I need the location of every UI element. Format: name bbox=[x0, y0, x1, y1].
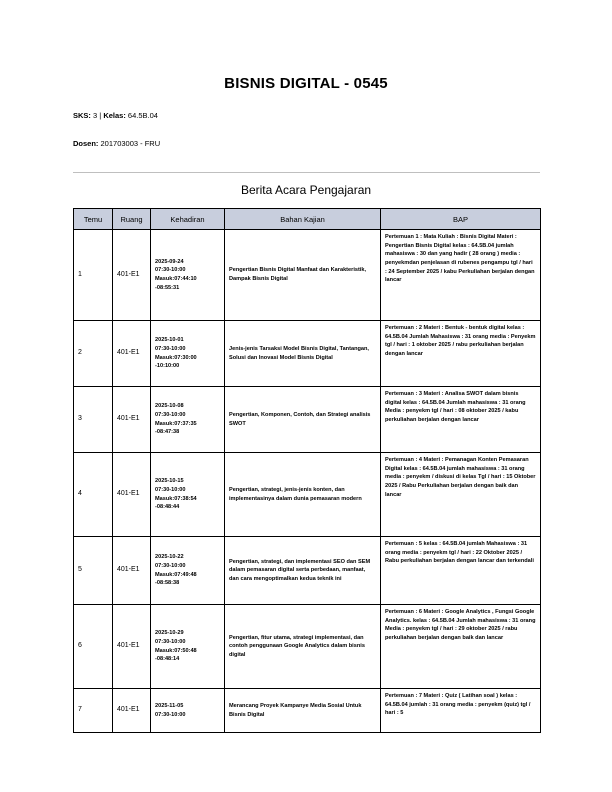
cell-bap: Pertemuan : 4 Materi : Pemanagan Konten Pemasaran Digital kelas : 64.5B.04 jumlah mahasiswa : 31 orang media : penyekm / diskusi di kelas Tgl / hari : 15 Oktober 2025 / Rabu Perkuliahan berjalan dengan baik dan lancar bbox=[381, 453, 541, 537]
lecturer-meta-line bbox=[73, 139, 160, 148]
teaching-log-table bbox=[73, 208, 541, 733]
kehadiran-keluar: -08:47:38 bbox=[155, 429, 180, 436]
col-header-ruang: Ruang bbox=[113, 209, 151, 230]
cell-ruang: 401-E1 bbox=[113, 230, 151, 321]
table-row bbox=[74, 689, 541, 733]
col-header-bap: BAP bbox=[381, 209, 541, 230]
cell-ruang: 401-E1 bbox=[113, 321, 151, 387]
sks-label: SKS: bbox=[73, 111, 91, 120]
kehadiran-masuk: Masuk:07:30:00 bbox=[155, 354, 197, 361]
cell-bahan-kajian: Pengertian Bisnis Digital Manfaat dan Karakteristik, Dampak Bisnis Digital bbox=[225, 230, 381, 321]
col-header-bahan-kajian: Bahan Kajian bbox=[225, 209, 381, 230]
cell-ruang: 401-E1 bbox=[113, 387, 151, 453]
table-row bbox=[74, 453, 541, 537]
dosen-label: Dosen: bbox=[73, 139, 99, 148]
sks-value: 3 | bbox=[93, 111, 104, 120]
cell-kehadiran bbox=[151, 537, 225, 605]
cell-bahan-kajian: Merancang Proyek Kampanye Media Sosial Untuk Bisnis Digital bbox=[225, 689, 381, 733]
table-row bbox=[74, 537, 541, 605]
page-title: BISNIS DIGITAL - 0545 bbox=[224, 75, 388, 92]
cell-kehadiran bbox=[151, 605, 225, 689]
cell-bahan-kajian: Pengertian, strategi, jenis-jenis konten, dan implementasinya dalam dunia pemasaran modern bbox=[225, 453, 381, 537]
kehadiran-keluar: -08:48:14 bbox=[155, 656, 180, 663]
kehadiran-masuk: Masuk:07:49:48 bbox=[155, 571, 197, 578]
cell-bap: Pertemuan : 6 Materi : Google Analytics , Fungsi Google Analytics. kelas : 64.5B.04 Jumlah mahasiswa : 31 orang Media : penyekm tgl / hari : 29 oktober 2025 / rabu perkuliahan berjalan dengan baik dan lancar bbox=[381, 605, 541, 689]
cell-bap: Pertemuan : 5 kelas : 64.5B.04 jumlah Mahasiswa : 31 orang media : penyekm tgl / hari : 22 Oktober 2025 / Rabu perkuliahan berjalan dengan lancar dan terkendali bbox=[381, 537, 541, 605]
cell-ruang: 401-E1 bbox=[113, 537, 151, 605]
cell-kehadiran bbox=[151, 689, 225, 733]
cell-bap: Pertemuan : 3 Materi : Analisa SWOT dalam bisnis digital kelas : 64.5B.04 Jumlah mahasiswa : 31 orang Media : penyekm tgl / hari : 08 oktober 2025 / kabu perkuliahan berjalan dengan lancar bbox=[381, 387, 541, 453]
kehadiran-masuk: Masuk:07:38:54 bbox=[155, 495, 197, 502]
cell-ruang: 401-E1 bbox=[113, 605, 151, 689]
dosen-value: 201703003 - FRU bbox=[100, 139, 161, 148]
kehadiran-slot: 07:30-10:00 bbox=[155, 638, 186, 645]
course-meta-line bbox=[73, 111, 158, 120]
cell-bahan-kajian: Pengertian, strategi, dan implementasi SEO dan SEM dalam pemasaran digital serta perbedaan, manfaat, dan cara mengoptimalkan kedua teknik ini bbox=[225, 537, 381, 605]
cell-temu: 4 bbox=[74, 453, 113, 537]
kehadiran-slot: 07:30-10:00 bbox=[155, 411, 186, 418]
cell-ruang: 401-E1 bbox=[113, 453, 151, 537]
kehadiran-slot: 07:30-10:00 bbox=[155, 562, 186, 569]
kehadiran-masuk: Masuk:07:44:10 bbox=[155, 276, 197, 282]
kehadiran-slot: 07:30-10:00 bbox=[155, 345, 186, 352]
cell-bahan-kajian: Pengertian, Komponen, Contoh, dan Strategi analisis SWOT bbox=[225, 387, 381, 453]
cell-bap: Pertemuan : 7 Materi : Quiz ( Latihan soal ) kelas : 64.5B.04 jumlah : 31 orang media : penyekm (quiz) tgl / hari : 5 bbox=[381, 689, 541, 733]
cell-bahan-kajian: Pengertian, fitur utama, strategi implementasi, dan contoh penggunaan Google Analytics dalam bisnis digital bbox=[225, 605, 381, 689]
kelas-label: Kelas: bbox=[103, 111, 126, 120]
cell-kehadiran bbox=[151, 230, 225, 321]
table-header-row bbox=[74, 209, 541, 230]
kehadiran-keluar: -10:10:00 bbox=[155, 363, 180, 370]
cell-temu: 7 bbox=[74, 689, 113, 733]
kehadiran-date: 2025-11-05 bbox=[155, 702, 184, 709]
cell-temu: 5 bbox=[74, 537, 113, 605]
col-header-temu: Temu bbox=[74, 209, 113, 230]
col-header-kehadiran: Kehadiran bbox=[151, 209, 225, 230]
kehadiran-masuk: Masuk:07:50:48 bbox=[155, 647, 197, 654]
kehadiran-date: 2025-10-15 bbox=[155, 478, 184, 485]
header-divider bbox=[73, 172, 540, 173]
kehadiran-date: 2025-10-01 bbox=[155, 337, 184, 344]
cell-bahan-kajian: Jenis-jenis Tarsaksi Model Bisnis Digital, Tantangan, Solusi dan Inovasi Model Bisnis Digital bbox=[225, 321, 381, 387]
kehadiran-slot: 07:30-10:00 bbox=[155, 486, 186, 493]
cell-kehadiran bbox=[151, 387, 225, 453]
cell-temu: 2 bbox=[74, 321, 113, 387]
table-row bbox=[74, 321, 541, 387]
kehadiran-keluar: -08:48:44 bbox=[155, 504, 180, 511]
cell-bap: Pertemuan : 2 Materi : Bentuk - bentuk digital kelas : 64.5B.04 Jumlah Mahasiswa : 31 orang media : Penyekm tgl / hari : 1 oktober 2025 / rabu perkuliahan berjalan dengan lancar bbox=[381, 321, 541, 387]
section-title: Berita Acara Pengajaran bbox=[240, 183, 372, 197]
cell-temu: 1 bbox=[74, 230, 113, 321]
kehadiran-slot: 07:30-10:00 bbox=[155, 711, 186, 718]
cell-temu: 6 bbox=[74, 605, 113, 689]
kehadiran-masuk: Masuk:07:37:35 bbox=[155, 420, 197, 427]
cell-kehadiran bbox=[151, 321, 225, 387]
kehadiran-keluar: -08:55:31 bbox=[155, 284, 180, 291]
kehadiran-date: 2025-10-22 bbox=[155, 554, 184, 561]
cell-bap: Pertemuan 1 : Mata Kuliah : Bisnis Digital Materi : Pengertian Bisnis Digital kelas : 64.5B.04 jumlah mahasiswa : 30 dan yang hadir ( 28 orang ) media : penyekmdan penjelasan di rubenes pengampu tgl / hari : 24 September 2025 / kabu Perkuliahan berjalan dengan lancar bbox=[381, 230, 541, 321]
table-row bbox=[74, 387, 541, 453]
kehadiran-date: 2025-10-08 bbox=[155, 403, 184, 410]
cell-ruang: 401-E1 bbox=[113, 689, 151, 733]
kehadiran-keluar: -08:58:38 bbox=[155, 580, 180, 587]
kehadiran-date: 2025-09-24 bbox=[155, 258, 184, 265]
kehadiran-slot: 07:30-10:00 bbox=[155, 267, 186, 274]
kelas-value: 64.5B.04 bbox=[127, 111, 158, 120]
table-row bbox=[74, 230, 541, 321]
kehadiran-date: 2025-10-29 bbox=[155, 630, 184, 637]
table-row bbox=[74, 605, 541, 689]
cell-temu: 3 bbox=[74, 387, 113, 453]
cell-kehadiran bbox=[151, 453, 225, 537]
